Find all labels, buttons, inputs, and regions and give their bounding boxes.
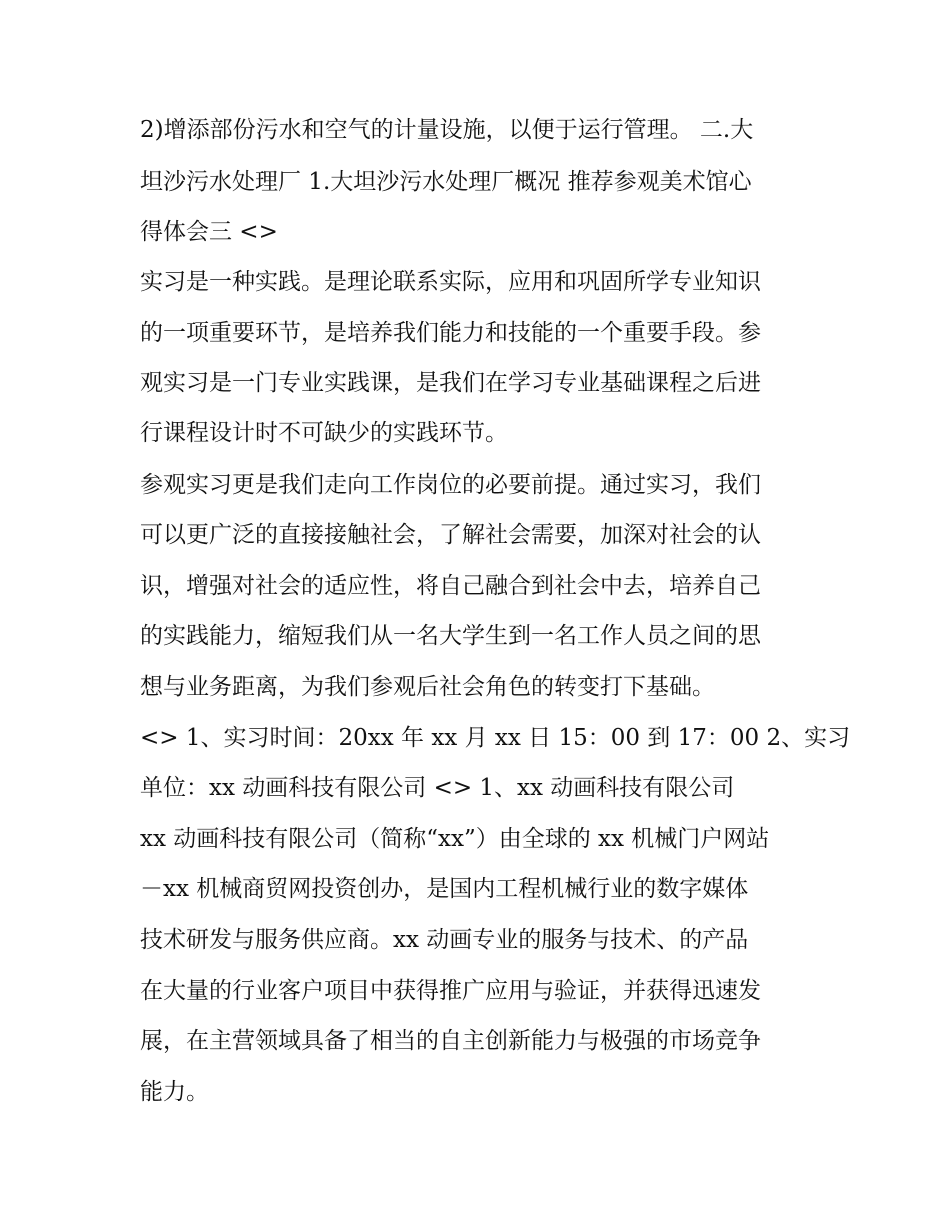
text-line: 2)增添部份污水和空气的计量设施，以便于运行管理。 二.大 — [140, 117, 754, 143]
text-line: 实习是一种实践。是理论联系实际，应用和巩固所学专业知识 — [140, 269, 761, 295]
text-line: 技术研发与服务供应商。xx 动画专业的服务与技术、的产品 — [140, 927, 749, 953]
text-line: 观实习是一门专业实践课，是我们在学习专业基础课程之后进 — [140, 370, 761, 396]
text-line: 参观实习更是我们走向工作岗位的必要前提。通过实习，我们 — [140, 472, 761, 498]
text-line: －xx 机械商贸网投资创办，是国内工程机械行业的数字媒体 — [140, 876, 749, 902]
text-line: 在大量的行业客户项目中获得推广应用与验证，并获得迅速发 — [140, 978, 761, 1004]
text-line: xx 动画科技有限公司（简称“xx”）由全球的 xx 机械门户网站 — [140, 826, 770, 852]
text-line: 单位：xx 动画科技有限公司 <> 1、xx 动画科技有限公司 — [140, 775, 735, 801]
text-line: 的实践能力，缩短我们从一名大学生到一名工作人员之间的思 — [140, 623, 761, 649]
text-line: 想与业务距离，为我们参观后社会角色的转变打下基础。 — [140, 674, 715, 700]
text-line: 行课程设计时不可缺少的实践环节。 — [140, 420, 508, 446]
text-line: 识，增强对社会的适应性，将自己融合到社会中去，培养自己 — [140, 573, 761, 599]
text-line: 能力。 — [140, 1079, 209, 1105]
text-line: 得体会三 <> — [140, 219, 278, 245]
text-line: 可以更广泛的直接接触社会，了解社会需要，加深对社会的认 — [140, 522, 761, 548]
text-line: <> 1、实习时间：20xx 年 xx 月 xx 日 15：00 到 17：00 2、实习 — [140, 725, 851, 751]
text-line: 的一项重要环节，是培养我们能力和技能的一个重要手段。参 — [140, 320, 761, 346]
text-line: 坦沙污水处理厂 1.大坦沙污水处理厂概况 推荐参观美术馆心 — [140, 169, 752, 195]
text-line: 展，在主营领域具备了相当的自主创新能力与极强的市场竞争 — [140, 1028, 761, 1054]
